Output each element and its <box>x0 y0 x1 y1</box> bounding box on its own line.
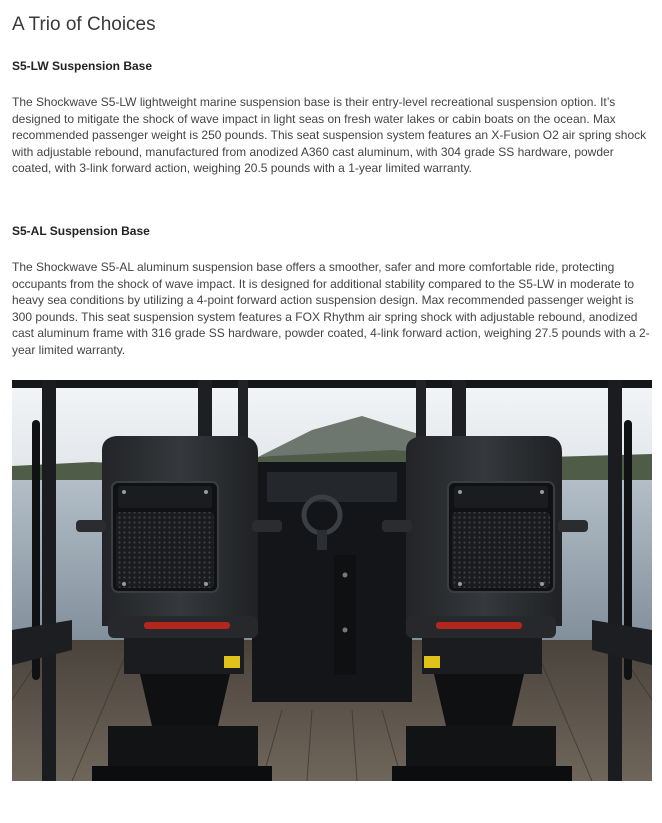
right-seat-yellow-adjuster <box>424 656 440 668</box>
left-seat-yellow-adjuster <box>224 656 240 668</box>
right-frame-post <box>608 380 622 781</box>
section-body-s5-al: The Shockwave S5-AL aluminum suspension base offers a smoother, safer and more comfortable ride, protecting occupants from the shock of wave impact. It is designed for additional stability compared to the S5-LW in moderate to heavy sea conditions by utilizing a 4-point forward action suspension design. Max recommended passenger weight is 300 pounds. This seat suspension system features a FOX Rhythm air spring shock with adjustable rebound, anodized cast aluminum frame with 316 grade SS hardware, powder coated, 4-link forward action, weighing 27.5 pounds with a 2-year limited warranty. <box>12 260 650 357</box>
section-heading-s5-al: S5-AL Suspension Base <box>12 224 150 238</box>
left-frame-post <box>42 380 56 781</box>
boat-seats-photo <box>12 380 652 781</box>
left-seat-red-reflector <box>144 622 230 629</box>
section-body-s5-lw: The Shockwave S5-LW lightweight marine suspension base is their entry-level recreational suspension option. It’s designed to mitigate the shock of wave impact in light seas on fresh water lakes or cabin boats on the ocean. Max recommended passenger weight is 250 pounds. This seat suspension system features an X-Fusion O2 air spring shock with adjustable rebound, manufactured from anodized A360 cast aluminum, with 304 grade SS hardware, powder coated, with 3-link forward action, weighing 20.5 pounds with a 1-year limited warranty. <box>12 95 647 175</box>
right-seat-red-reflector <box>436 622 522 629</box>
section-heading-s5-lw: S5-LW Suspension Base <box>12 59 153 73</box>
page-title: A Trio of Choices <box>12 14 156 35</box>
